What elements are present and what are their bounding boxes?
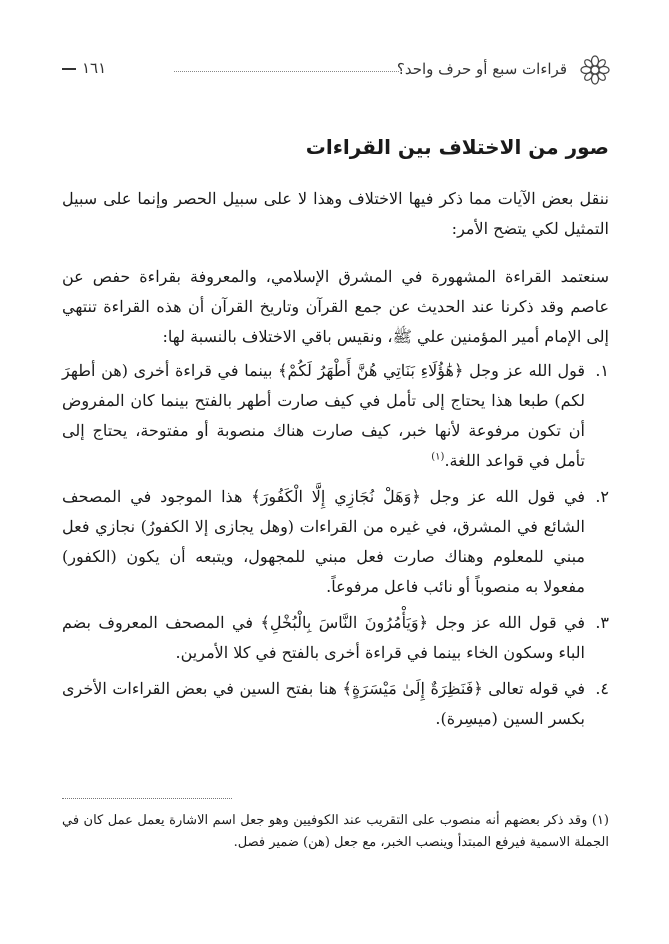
list-item [62, 674, 609, 734]
list-item-lead: في قول الله عز وجل [428, 613, 586, 632]
footnote-reference[interactable]: (١) [431, 451, 445, 463]
main-text [62, 132, 609, 740]
list-item-text: هذا الموجود في المصحف الشائع في المشرق، في غيره من القراءات (وهل يجازى إلا الكفورُ) نجازي فعل مبني للمعلوم وهناك صارت فعل مبني للمجهول، ويتبعه أن يكون (الكفور) مفعولا به منصوباً أو نائب فاعل مرفوعاً. [62, 487, 585, 596]
list-item-text: بينما في قراءة أخرى (هن أطهرَ لكم) طبعا هذا يحتاج إلى تأمل في كيف صارت أطهر بالفتح بينما كان المفروض أن تكون مرفوعة لأنها خبر، كيف صارت هناك منصوبة أو مفتوحة، يحتاج إلى تأمل في قواعد اللغة. [62, 361, 585, 470]
page-number [62, 59, 106, 77]
list-item [62, 608, 609, 668]
list-item-text: في المصحف المعروف بضم الباء وسكون الخاء بينما في قراءة أخرى بالفتح في كلا الأمرين. [62, 613, 585, 662]
section-heading: صور من الاختلاف بين القراءات [305, 135, 609, 159]
context-paragraph: سنعتمد القراءة المشهورة في المشرق الإسلامي، والمعروفة بقراءة حفص عن عاصم وقد ذكرنا عند الحديث عن جمع القرآن وتاريخ القرآن أن هذه القراءة تنتهي إلى الإمام أمير المؤمنين علي ﷺ، ونقيس باقي الاختلاف بالنسبة لها: [62, 267, 609, 346]
header-dotted-rule [174, 71, 399, 72]
list-item-number: ١. [595, 361, 609, 380]
page-number-value: ١٦١ [82, 59, 107, 77]
footnote: (١) وقد ذكر بعضهم أنه منصوب على التقريب عند الكوفيين وهو جعل اسم الاشارة يعمل عمل كان في الجملة الاسمية فيرفع المبتدأ وينصب الخبر، مع جعل (هن) ضمير فصل. [62, 813, 609, 850]
list-item [62, 482, 609, 602]
running-header [62, 58, 611, 92]
list-item-lead: قول الله عز وجل [463, 361, 586, 380]
footnote-divider [62, 798, 232, 799]
list-item-number: ٢. [595, 487, 609, 506]
examples-list [62, 356, 609, 734]
quran-verse: ﴿وَهَلْ نُجَازِي إِلَّا الْكَفُورَ﴾ [251, 487, 421, 506]
list-item-text: هنا بفتح السين في بعض القراءات الأخرى بكسر السين (ميسِرة). [62, 679, 585, 728]
quran-verse: ﴿وَيَأْمُرُونَ النَّاسَ بِالْبُخْلِ﴾ [260, 613, 429, 632]
page-number-dash [62, 68, 76, 70]
quran-verse: ﴿هَٰؤُلَاءِ بَنَاتِي هُنَّ أَطْهَرُ لَكُمْ﴾ [278, 361, 464, 380]
running-header-title: قراءات سبع أو حرف واحد؟ [396, 60, 567, 78]
quran-verse: ﴿فَنَظِرَةٌ إِلَىٰ مَيْسَرَةٍ﴾ [342, 679, 483, 698]
flower-ornament-icon [579, 54, 611, 86]
intro-paragraph: ننقل بعض الآيات مما ذكر فيها الاختلاف وهذا لا على سبيل الحصر وإنما على سبيل التمثيل لكي يتضح الأمر: [62, 189, 609, 238]
list-item-lead: في قوله تعالى [482, 679, 585, 698]
list-item [62, 356, 609, 476]
list-item-lead: في قول الله عز وجل [420, 487, 585, 506]
list-item-number: ٣. [595, 613, 609, 632]
list-item-number: ٤. [595, 679, 609, 698]
